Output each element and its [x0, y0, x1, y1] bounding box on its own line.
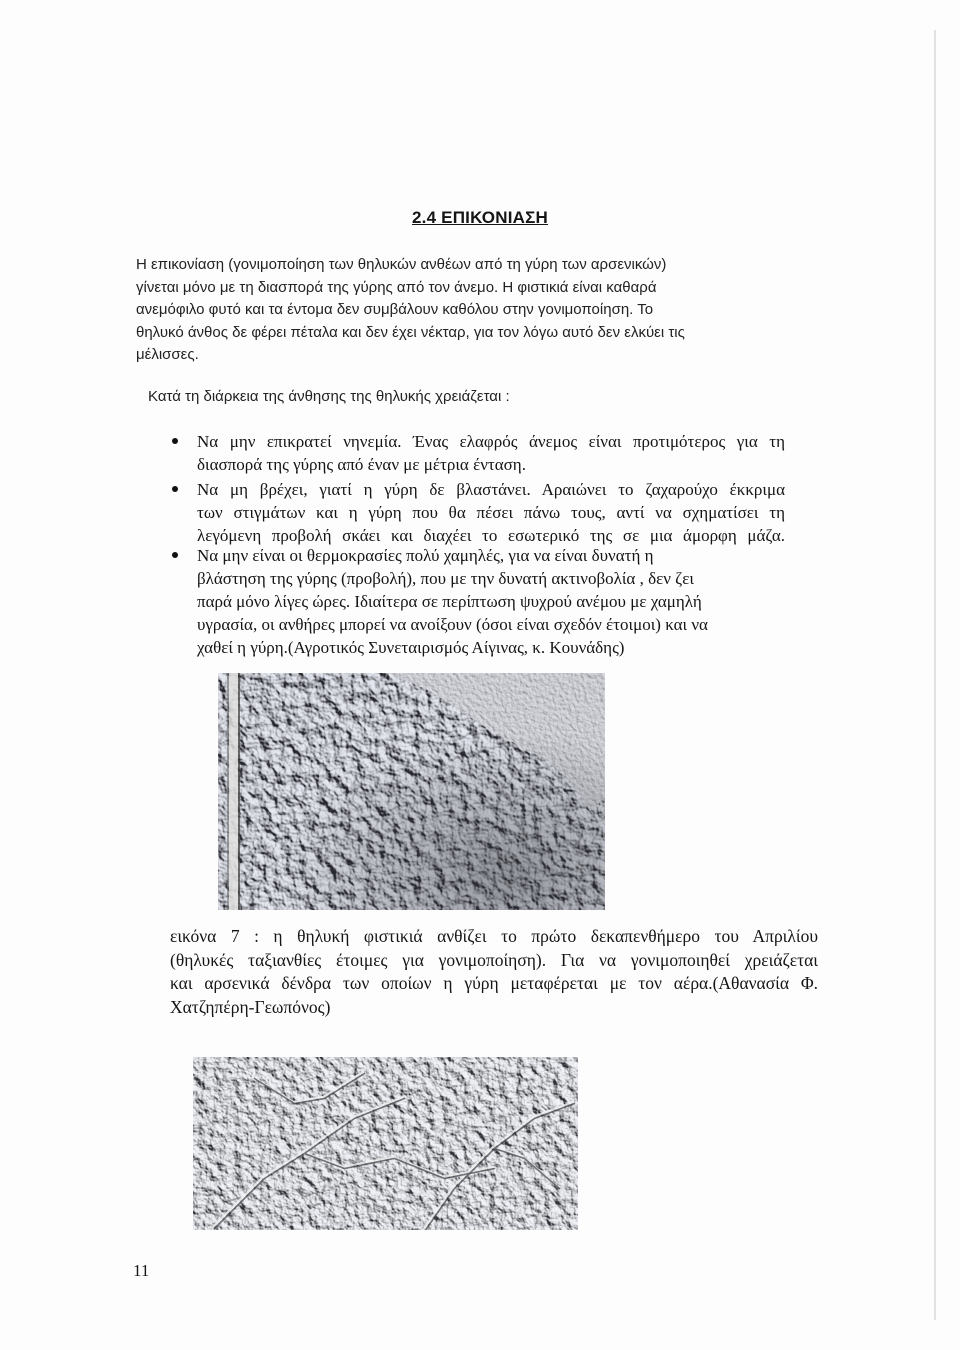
- paragraph-line: Η επικονίαση (γονιμοποίηση των θηλυκών ανθέων από τη γύρη των αρσενικών): [136, 256, 667, 273]
- condition-line: παρά μόνο λίγες ώρες. Ιδιαίτερα σε περίπτωση ψυχρού ανέμου με χαμηλή: [197, 592, 702, 611]
- paragraph-line: ανεμόφιλο φυτό και τα έντομα δεν συμβάλουν καθόλου στην γονιμοποίηση. Το: [136, 301, 654, 318]
- section-heading: 2.4 ΕΠΙΚΟΝΙΑΣΗ: [412, 208, 548, 227]
- bullet-icon: [172, 486, 178, 492]
- condition-line: Να μην είναι οι θερμοκρασίες πολύ χαμηλές, για να είναι δυνατή η: [197, 546, 654, 565]
- paragraph-line: μέλισσες.: [136, 346, 199, 363]
- condition-text: [197, 544, 785, 659]
- pistachio-flowering-photo: [218, 673, 605, 910]
- caption-line: εικόνα 7 : η θηλυκή φιστικιά ανθίζει το πρώτο δεκαπενθήμερο του Απριλίου: [170, 926, 818, 946]
- condition-line: Να μην επικρατεί νηνεμία. Ένας ελαφρός άνεμος είναι προτιμότερος για τη: [197, 432, 785, 451]
- condition-line: διασπορά της γύρης από έναν με μέτρια ένταση.: [197, 455, 526, 474]
- caption-line: και αρσενικά δένδρα των οποίων η γύρη μεταφέρεται με τον αέρα.(Αθανασία Φ.: [170, 973, 818, 994]
- caption-line: (θηλυκές ταξιανθίες έτοιμες για γονιμοποίηση). Για να γονιμοποιηθεί χρειάζεται: [170, 949, 818, 970]
- page-number: 11: [133, 1261, 150, 1280]
- bullet-icon: [172, 438, 178, 444]
- bullet-icon: [172, 552, 178, 558]
- condition-text: [197, 478, 785, 547]
- paragraph-line: γίνεται μόνο με τη διασπορά της γύρης από τον άνεμο. Η φιστικιά είναι καθαρά: [136, 278, 657, 296]
- conditions-intro: Κατά τη διάρκεια της άνθησης της θηλυκής χρειάζεται :: [148, 388, 510, 405]
- condition-line: χαθεί η γύρη.(Αγροτικός Συνεταιρισμός Αίγινας, κ. Κουνάδης): [197, 638, 625, 657]
- intro-paragraph: [136, 254, 796, 367]
- condition-line: υγρασία, οι ανθήρες μπορεί να ανοίξουν (όσοι είναι σχεδόν έτοιμοι) και να: [197, 615, 708, 634]
- figure-7-caption: [170, 925, 818, 1020]
- condition-line: των στιγμάτων και η γύρη που θα πέσει πάνω τους, αντί να σχηματίσει τη: [197, 503, 785, 522]
- condition-text: [197, 430, 785, 476]
- paragraph-line: θηλυκό άνθος δε φέρει πέταλα και δεν έχει νέκταρ, για τον λόγω αυτό δεν ελκύει τις: [136, 323, 685, 341]
- condition-line: βλάστηση της γύρης (προβολή), που με την δυνατή ακτινοβολία , δεν ζει: [197, 569, 694, 588]
- pistachio-branches-photo: [193, 1057, 578, 1230]
- condition-line: Να μη βρέχει, γιατί η γύρη δε βλαστάνει. Αραιώνει το ζαχαρούχο έκκριμα: [197, 480, 785, 499]
- condition-line: λεγόμενη προβολή σκάει και διαχέει το εσωτερικό της σε μια άμορφη μάζα.: [197, 526, 785, 545]
- caption-line: Χατζηπέρη-Γεωπόνος): [170, 997, 331, 1018]
